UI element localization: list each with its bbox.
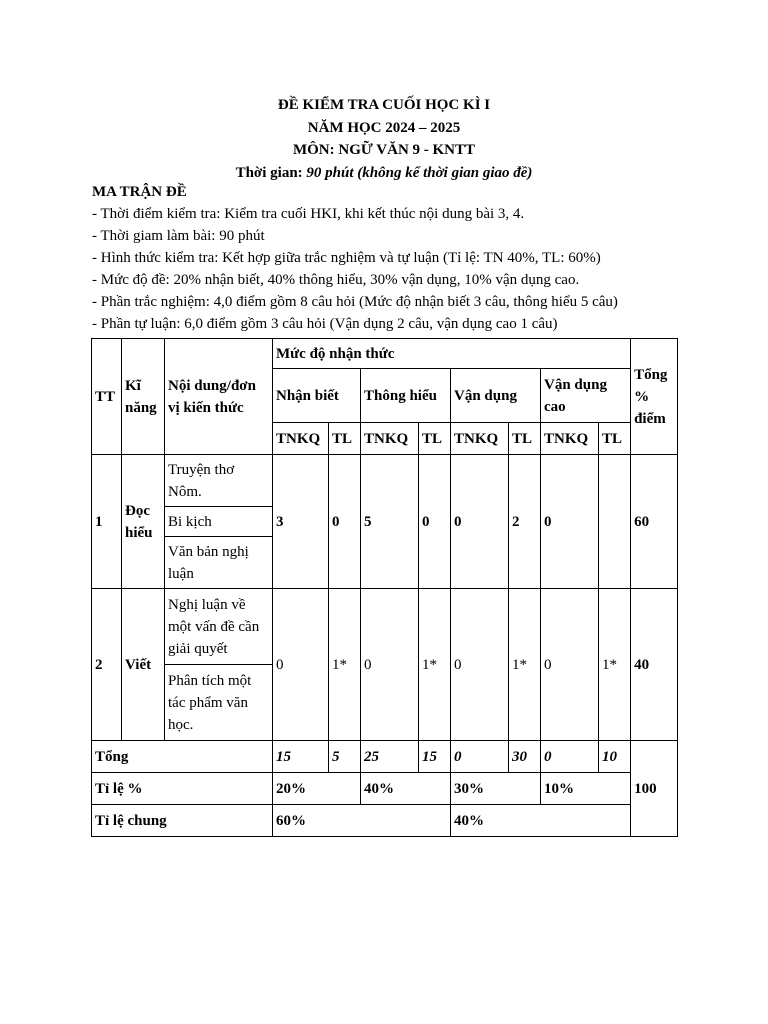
row-value: 0 bbox=[273, 589, 329, 741]
section-heading: MA TRẬN ĐỀ bbox=[92, 184, 187, 200]
sub-header: TL bbox=[599, 423, 631, 455]
ratio-value: 40% bbox=[361, 773, 451, 805]
intro-item: - Phần tự luận: 6,0 điểm gồm 3 câu hỏi (Vận dụng 2 câu, vận dụng cao 1 câu) bbox=[92, 316, 558, 332]
row-value: 2 bbox=[509, 455, 541, 589]
document-header bbox=[0, 94, 768, 184]
common-ratio-row bbox=[92, 805, 678, 837]
header-content: Nội dung/đơn vị kiến thức bbox=[165, 339, 273, 455]
assessment-matrix-table bbox=[91, 338, 678, 837]
exam-time-label: Thời gian: bbox=[235, 164, 307, 181]
sum-value: 0 bbox=[541, 741, 599, 773]
sum-value: 15 bbox=[419, 741, 451, 773]
sub-header: TNKQ bbox=[273, 423, 329, 455]
row-value: 5 bbox=[361, 455, 419, 589]
row-value: 0 bbox=[361, 589, 419, 741]
sum-value: 25 bbox=[361, 741, 419, 773]
row-tt: 1 bbox=[92, 455, 122, 589]
ratio-row bbox=[92, 773, 678, 805]
intro-item: - Phần trắc nghiệm: 4,0 điểm gồm 8 câu hỏi (Mức độ nhận biết 3 câu, thông hiểu 5 câu) bbox=[92, 294, 618, 310]
ratio-label: Tỉ lệ % bbox=[92, 773, 273, 805]
exam-time-value: 90 phút (không kể thời gian giao đề) bbox=[306, 164, 533, 181]
subject: MÔN: NGỮ VĂN 9 - KNTT bbox=[292, 142, 476, 158]
sub-header: TL bbox=[329, 423, 361, 455]
row-value: 0 bbox=[451, 589, 509, 741]
intro-item: - Thời giam làm bài: 90 phút bbox=[92, 228, 265, 244]
sum-value: 15 bbox=[273, 741, 329, 773]
level-high-application: Vận dụng cao bbox=[541, 369, 631, 423]
school-year: NĂM HỌC 2024 – 2025 bbox=[307, 119, 461, 136]
common-ratio-label: Tỉ lệ chung bbox=[92, 805, 273, 837]
ratio-value: 10% bbox=[541, 773, 631, 805]
header-skill: Kĩ năng bbox=[122, 339, 165, 455]
row-value: 0 bbox=[451, 455, 509, 589]
level-understanding: Thông hiểu bbox=[361, 369, 451, 423]
intro-item: - Hình thức kiểm tra: Kết hợp giữa trắc nghiệm và tự luận (Tỉ lệ: TN 40%, TL: 60%) bbox=[92, 250, 601, 266]
sum-row bbox=[92, 741, 678, 773]
sum-value: 0 bbox=[451, 741, 509, 773]
common-ratio-value: 40% bbox=[451, 805, 631, 837]
intro-section bbox=[92, 181, 692, 335]
row-total: 40 bbox=[631, 589, 678, 741]
row-skill: Đọc hiểu bbox=[122, 455, 165, 589]
ratio-value: 30% bbox=[451, 773, 541, 805]
sum-value: 5 bbox=[329, 741, 361, 773]
row-value: 0 bbox=[419, 455, 451, 589]
sum-value: 10 bbox=[599, 741, 631, 773]
row-content: Nghị luận về một vấn đề cần giải quyết bbox=[165, 589, 273, 665]
row-value: 1* bbox=[599, 589, 631, 741]
level-recognition: Nhận biết bbox=[273, 369, 361, 423]
row-content: Truyện thơ Nôm. bbox=[165, 455, 273, 507]
row-value: 1* bbox=[419, 589, 451, 741]
sum-value: 30 bbox=[509, 741, 541, 773]
row-content: Phân tích một tác phẩm văn học. bbox=[165, 665, 273, 741]
sub-header: TNKQ bbox=[451, 423, 509, 455]
common-ratio-value: 60% bbox=[273, 805, 451, 837]
row-value: 0 bbox=[541, 455, 599, 589]
sub-header: TNKQ bbox=[541, 423, 599, 455]
ratio-value: 20% bbox=[273, 773, 361, 805]
row-value bbox=[599, 455, 631, 589]
intro-item: - Thời điểm kiểm tra: Kiểm tra cuối HKI, khi kết thúc nội dung bài 3, 4. bbox=[92, 206, 525, 222]
table-row bbox=[92, 589, 678, 665]
row-tt: 2 bbox=[92, 589, 122, 741]
row-skill: Viết bbox=[122, 589, 165, 741]
sub-header: TL bbox=[509, 423, 541, 455]
row-value: 3 bbox=[273, 455, 329, 589]
sum-label: Tổng bbox=[92, 741, 273, 773]
row-value: 0 bbox=[541, 589, 599, 741]
header-level: Mức độ nhận thức bbox=[273, 339, 631, 369]
sub-header: TNKQ bbox=[361, 423, 419, 455]
row-value: 1* bbox=[329, 589, 361, 741]
row-total: 60 bbox=[631, 455, 678, 589]
intro-item: - Mức độ đề: 20% nhận biết, 40% thông hiểu, 30% vận dụng, 10% vận dụng cao. bbox=[92, 272, 580, 288]
table-header-row bbox=[92, 339, 678, 369]
grand-total: 100 bbox=[631, 741, 678, 837]
exam-title: ĐỀ KIỂM TRA CUỐI HỌC KÌ I bbox=[277, 97, 491, 113]
row-value: 1* bbox=[509, 589, 541, 741]
row-content: Văn bản nghị luận bbox=[165, 537, 273, 589]
row-value: 0 bbox=[329, 455, 361, 589]
row-content: Bi kịch bbox=[165, 507, 273, 537]
sub-header: TL bbox=[419, 423, 451, 455]
level-application: Vận dụng bbox=[451, 369, 541, 423]
header-total: Tổng % điểm bbox=[631, 339, 678, 455]
header-tt: TT bbox=[92, 339, 122, 455]
table-row bbox=[92, 455, 678, 507]
